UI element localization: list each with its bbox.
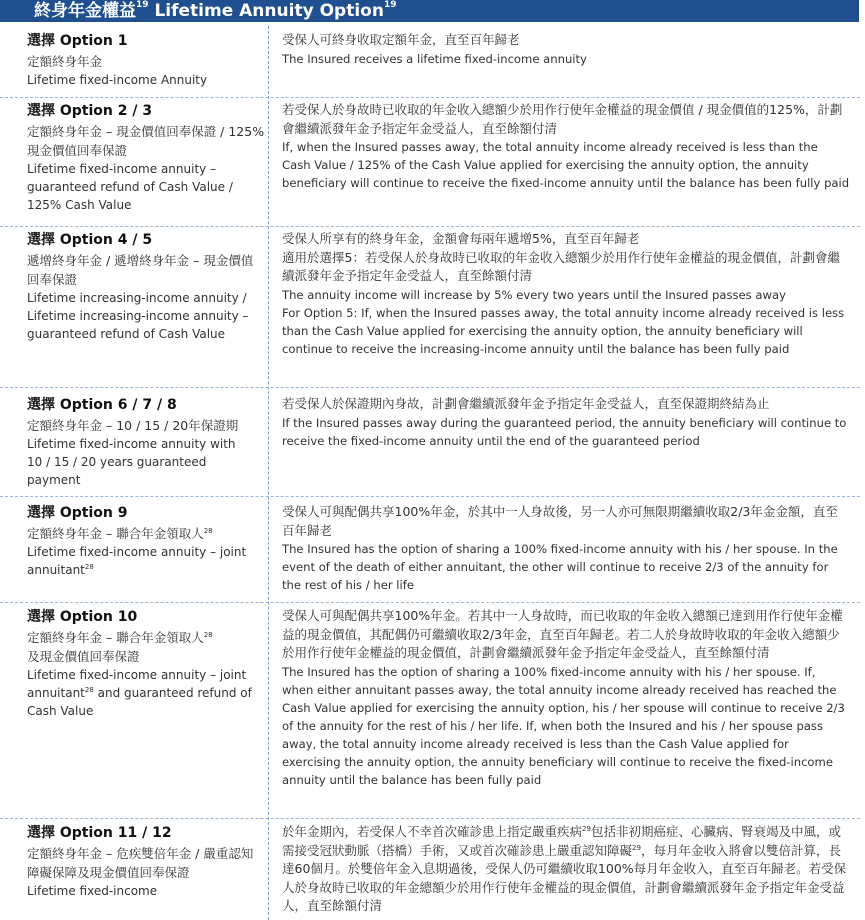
option-cell xyxy=(27,102,265,214)
description-zh: 若受保人於身故時已收取的年金收入總額少於用作行使年金權益的現金價值 / 現金價值的125%，計劃會繼續派發年金予指定年金受益人，直至餘額付清 xyxy=(282,102,843,136)
option-name-zh xyxy=(27,524,265,543)
description-en: The Insured has the option of sharing a 100% fixed-income annuity with his / her spouse. In the event of the death of either annuitant, the other will continue to receive 2/3 of the annuity for the rest of his / her life xyxy=(282,542,838,592)
description-cell xyxy=(282,607,850,789)
description-en: If, when the Insured passes away, the total annuity income already received is less than the Cash Value / 125% of the Cash Value applied for exercising the annuity option, the annuity beneficiary will continue to receive the fixed-income annuity until the balance has been fully paid xyxy=(282,140,850,190)
description-en: The Insured has the option of sharing a 100% fixed-income annuity with his / her spouse. If, when either annuitant passes away, the total annuity income already received has reached the Cash Value applied for exercising the annuity option, his / her spouse will continue to receive 2/3 of the annuity for the rest of his / her life. If, when both the Insured and his / her spouse pass away, the total annuity income already received is less than the Cash Value applied for exercising the annuity option, the annuity beneficiary will continue to receive the fixed-income annuity until the balance has been fully paid xyxy=(282,664,845,787)
description-cell xyxy=(282,503,850,594)
option-name-en-text: Lifetime fixed-income annuity – joint annuitant xyxy=(27,545,247,577)
description-en: The annuity income will increase by 5% every two years until the Insured passes away xyxy=(282,287,786,302)
footnote-marker: 19 xyxy=(383,0,397,11)
footnote-marker: 28 xyxy=(203,630,213,639)
description-en: If the Insured passes away during the guaranteed period, the annuity beneficiary will continue to receive the fixed-income annuity until the end of the guaranteed period xyxy=(282,415,847,448)
option-name-zh: 定額終身年金 xyxy=(27,54,103,69)
option-cell xyxy=(27,608,265,720)
option-name-en: Lifetime fixed-income annuity – guaranteed refund of Cash Value / 125% Cash Value xyxy=(27,162,233,212)
footnote-marker: 19 xyxy=(136,0,149,11)
option-name-zh-text-2: 及現金價值回奉保證 xyxy=(27,649,140,664)
description-zh-option5: 適用於選擇5：若受保人於身故時已收取的年金收入總額少於用作行使年金權益的現金價值，計劃會繼續派發年金予指定年金受益人，直至餘額付清 xyxy=(282,249,840,283)
option-heading: 選擇 Option 9 xyxy=(27,505,128,521)
description-en: The Insured receives a lifetime fixed-income annuity xyxy=(282,51,587,66)
option-heading: 選擇 Option 4 / 5 xyxy=(27,232,153,248)
description-zh: 受保人可與配偶共享100%年金。若其中一人身故時，而已收取的年金收入總額已達到用作行使年金權益的現金價值，其配偶仍可繼續收取2/3年金，直至百年歸老。若二人於身故時收取的年金收入總額少於用作行使年金權益的現金價值，計劃會繼續派發年金予指定年金受益人，直至餘額付清 xyxy=(282,608,843,660)
description-cell xyxy=(282,395,850,450)
footnote-marker: 28 xyxy=(84,686,94,694)
description-zh-text-2: 包括非初期癌症、心臟病、腎衰竭及中風，或需接受冠狀動脈（搭橋）手術，又或首次確診患上嚴重認知障礙 xyxy=(282,824,841,858)
description-zh: 若受保人於保證期內身故，計劃會繼續派發年金予指定年金受益人，直至保證期終結為止 xyxy=(282,396,770,411)
option-heading: 選擇 Option 2 / 3 xyxy=(27,103,153,119)
description-zh xyxy=(282,823,850,916)
option-name-en: Lifetime fixed-income annuity with 10 / 15 / 20 years guaranteed payment xyxy=(27,437,236,487)
section-title-bar xyxy=(0,0,859,22)
option-name-en: Lifetime increasing-income annuity / Lifetime increasing-income annuity – guaranteed refund of Cash Value xyxy=(27,291,249,341)
option-heading: 選擇 Option 11 / 12 xyxy=(27,825,172,841)
footnote-marker: 28 xyxy=(203,526,213,535)
option-cell xyxy=(27,504,265,579)
option-name-zh: 定額終身年金 – 10 / 15 / 20年保證期 xyxy=(27,418,239,433)
option-heading: 選擇 Option 1 xyxy=(27,33,128,49)
table-row xyxy=(0,604,860,819)
footnote-marker: 29 xyxy=(632,843,641,852)
description-zh: 受保人可與配偶共享100%年金，於其中一人身故後，另一人亦可無限期繼續收取2/3年金金額，直至百年歸老 xyxy=(282,504,838,538)
description-cell xyxy=(282,823,850,916)
option-heading: 選擇 Option 6 / 7 / 8 xyxy=(27,397,177,413)
description-zh-text-3: ，每月年金收入將會以雙倍計算，長達60個月。於雙倍年金入息期過後，受保人仍可繼續收取100%每月年金收入，直至百年歸老。若受保人於身故時已收取的年金總額少於用作行使年金權益的現金價值，計劃會繼續派發年金予指定年金受益人，直至餘額付清 xyxy=(282,842,847,913)
option-cell xyxy=(27,396,265,489)
description-zh-text: 於年金期內，若受保人不幸首次確診患上指定嚴重疾病 xyxy=(282,824,583,839)
option-name-zh: 定額終身年金 – 現金價值回奉保證 / 125%現金價值回奉保證 xyxy=(27,124,265,158)
option-name-en-text: Lifetime fixed-income annuity – joint annuitant xyxy=(27,668,247,700)
description-en-option5: For Option 5: If, when the Insured passes away, the total annuity income already received is less than the Cash Value applied for exercising the annuity option, the annuity beneficiary will continue to receive the increasing-income annuity until the balance has been fully paid xyxy=(282,305,845,356)
option-heading: 選擇 Option 10 xyxy=(27,609,138,625)
table-row xyxy=(0,98,860,227)
option-cell xyxy=(27,231,265,343)
description-cell xyxy=(282,230,850,358)
option-name-zh-text: 定額終身年金 – 聯合年金領取人 xyxy=(27,630,204,645)
option-name-zh-text: 定額終身年金 – 聯合年金領取人 xyxy=(27,526,204,541)
description-zh: 受保人可終身收取定額年金，直至百年歸老 xyxy=(282,32,520,47)
table-row xyxy=(0,820,860,920)
option-name-zh: 定額終身年金 – 危疾雙倍年金 / 嚴重認知障礙保障及現金價值回奉保證 xyxy=(27,846,254,880)
description-cell xyxy=(282,31,850,68)
description-cell xyxy=(282,101,850,192)
table-row xyxy=(0,392,860,497)
option-cell xyxy=(27,32,265,89)
option-name-en-text-2: and guaranteed refund of Cash Value xyxy=(27,686,252,718)
table-row xyxy=(0,28,860,98)
footnote-marker: 28 xyxy=(84,563,94,571)
option-name-zh xyxy=(27,628,265,666)
footnote-marker: 29 xyxy=(582,824,591,833)
description-zh: 受保人所享有的終身年金，金額會每兩年遞增5%，直至百年歸老 xyxy=(282,231,640,246)
table-row xyxy=(0,500,860,603)
option-name-en xyxy=(27,543,265,579)
option-name-en: Lifetime fixed-income xyxy=(27,884,158,898)
option-cell xyxy=(27,824,265,900)
option-name-zh: 遞增終身年金 / 遞增終身年金 – 現金價值回奉保證 xyxy=(27,253,254,287)
option-name-en: Lifetime fixed-income Annuity xyxy=(27,73,208,87)
option-name-en xyxy=(27,666,265,720)
section-title-zh: 終身年金權益 xyxy=(34,1,136,21)
section-title-en: Lifetime Annuity Option xyxy=(148,1,384,21)
table-row xyxy=(0,227,860,388)
